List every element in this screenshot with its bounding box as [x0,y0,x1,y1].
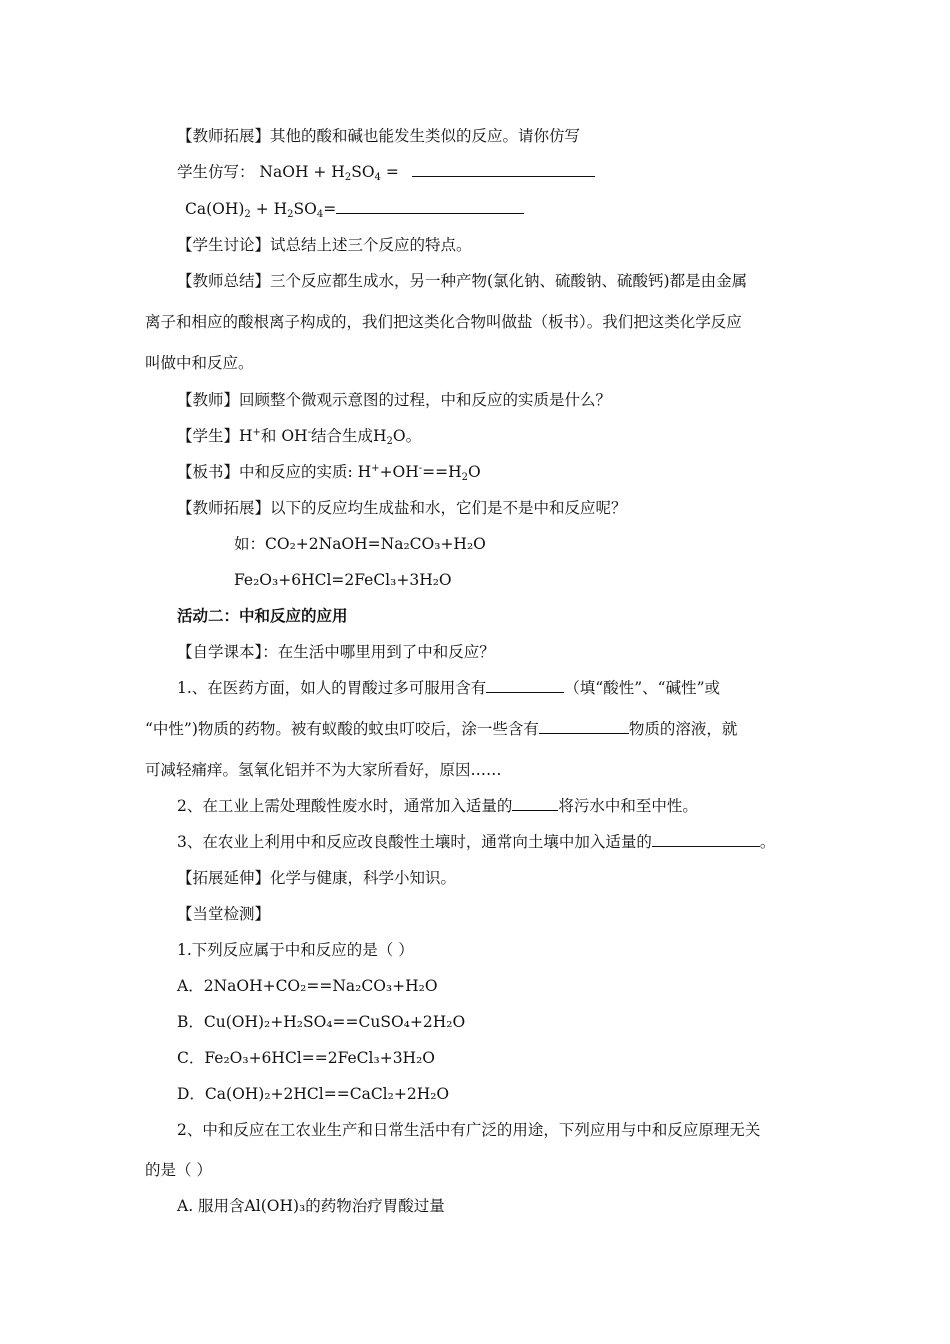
paragraph-line: 离子和相应的酸根离子构成的，我们把这类化合物叫做盐（板书）。我们把这类化学反应 [145,313,742,331]
answer-blank[interactable] [486,678,564,693]
answer-blank[interactable] [539,719,629,734]
question-1: 1.下列反应属于中和反应的是（ ） [177,941,414,959]
text-segment: （填“酸性”、“碱性”或 [564,679,720,697]
text-segment: = [323,200,337,218]
industry-question-line [177,795,698,817]
text-segment: SO [293,200,317,218]
text-segment: “中性”)物质的药物。被有蚁酸的蚊虫叮咬后，涂一些含有 [145,720,539,738]
student-discussion-line: 【学生讨论】试总结上述三个反应的特点。 [177,236,472,254]
subscript: 2 [461,472,469,483]
subscript: 2 [287,209,294,220]
text-segment: Ca(OH) [185,200,245,218]
text-segment: 和 OH [260,427,308,445]
paragraph-line: 叫做中和反应。 [145,354,254,372]
answer-blank[interactable] [336,199,524,214]
option-b[interactable]: B．Cu(OH)₂+H₂SO₄==CuSO₄+2H₂O [177,1013,466,1031]
subscript: 4 [316,209,324,220]
text-segment: 【学生】H [177,427,253,445]
option-c[interactable]: C．Fe₂O₃+6HCl==2FeCl₃+3H₂O [177,1049,435,1067]
text-segment: O [468,463,481,481]
text-segment: O。 [392,427,422,445]
text-segment: +OH [379,463,419,481]
subscript: 2 [244,209,251,220]
activity-two-heading: 活动二：中和反应的应用 [177,607,348,625]
option-a[interactable]: A．2NaOH+CO₂==Na₂CO₃+H₂O [177,977,438,995]
student-answer-line [177,425,421,447]
self-study-line: 【自学课本】：在生活中哪里用到了中和反应？ [177,643,495,661]
medicine-question-line-2 [145,718,737,740]
superscript: + [371,463,380,474]
in-class-test-heading: 【当堂检测】 [177,905,271,923]
superscript: - [307,427,311,438]
extension-line: 【拓展延伸】化学与健康，科学小知识。 [177,869,457,887]
answer-blank[interactable] [412,162,595,177]
question-2: 2、中和反应在工农业生产和日常生活中有广泛的用途，下列应用与中和反应原理无关 [177,1121,761,1139]
text-segment: 1.、在医药方面，如人的胃酸过多可服用含有 [177,679,487,697]
agriculture-question-line [177,831,775,853]
text-segment: 学生仿写： NaOH + H [177,163,345,181]
text-segment: 。 [759,833,776,851]
superscript: + [252,427,261,438]
text-segment: 物质的溶液，就 [628,720,738,738]
equation-example-2: Fe₂O₃+6HCl=2FeCl₃+3H₂O [234,571,452,589]
subscript: 2 [386,436,393,447]
text-segment: 3、在农业上利用中和反应改良酸性土壤时，通常向土壤中加入适量的 [177,833,652,851]
text-segment: 将污水中和至中性。 [558,797,698,815]
teacher-extension-line-2: 【教师拓展】以下的反应均生成盐和水，它们是不是中和反应呢？ [177,499,627,517]
text-segment: + H [250,200,288,218]
q2-option-a[interactable]: A. 服用含Al(OH)₃的药物治疗胃酸过量 [177,1197,445,1215]
equation-example-1: 如：CO₂+2NaOH=Na₂CO₃+H₂O [234,535,486,553]
text-segment: 结合生成H [310,427,387,445]
text-segment: ==H [422,463,462,481]
text-segment: 【板书】中和反应的实质: H [177,463,372,481]
text-segment: SO [351,163,375,181]
text-segment: = [380,163,399,181]
student-imitation-line [177,161,595,183]
text-segment: 2、在工业上需处理酸性废水时，通常加入适量的 [177,797,513,815]
teacher-question-line: 【教师】回顾整个微观示意图的过程，中和反应的实质是什么？ [177,391,612,409]
subscript: 4 [374,172,381,183]
caoh2-line [185,198,524,220]
subscript: 2 [344,172,352,183]
paragraph-line: 可减轻痛痒。氢氧化铝并不为大家所看好，原因…… [145,761,502,779]
answer-blank[interactable] [512,796,558,811]
superscript: - [418,463,423,474]
answer-blank[interactable] [652,832,760,847]
board-note-line [177,461,481,483]
medicine-question-line [177,677,720,699]
teacher-summary-line: 【教师总结】三个反应都生成水，另一种产物(氯化钠、硫酸钠、硫酸钙)都是由金属 [177,272,748,290]
teacher-extension-line: 【教师拓展】其他的酸和碱也能发生类似的反应。请你仿写 [177,127,581,145]
question-2-cont: 的是（ ） [145,1161,212,1179]
option-d[interactable]: D．Ca(OH)₂+2HCl==CaCl₂+2H₂O [177,1085,450,1103]
